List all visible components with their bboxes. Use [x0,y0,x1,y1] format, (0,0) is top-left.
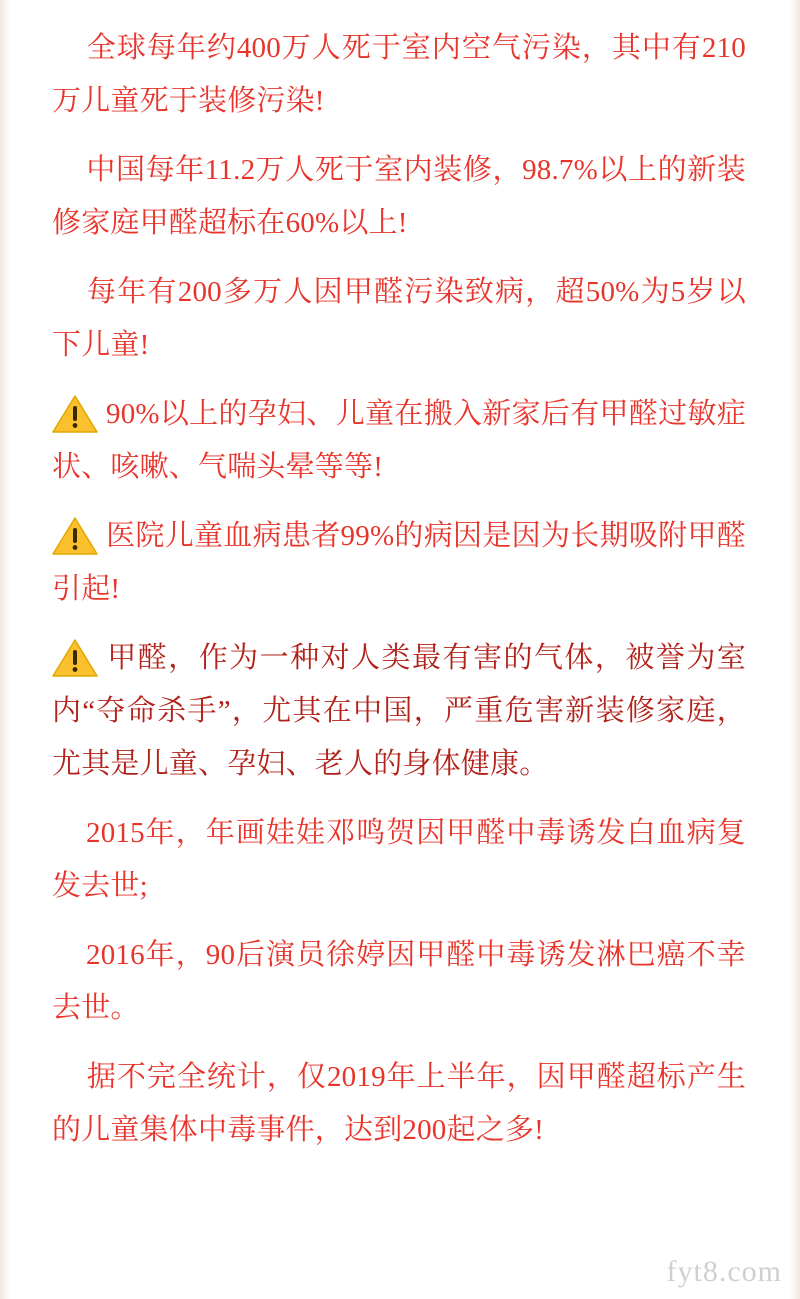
paragraph-5 [52,510,746,616]
paragraph-9 [52,1051,746,1157]
warning-triangle-icon [52,638,98,678]
paragraph-3 [52,266,746,372]
paragraph-9-text: 据不完全统计，仅2019年上半年，因甲醛超标产生的儿童集体中毒事件，达到200起之多! [52,1061,746,1146]
paragraph-1-text: 全球每年约400万人死于室内空气污染，其中有210万儿童死于装修污染! [52,32,746,117]
paragraph-4 [52,388,746,494]
paragraph-3-text: 每年有200多万人因甲醛污染致病，超50%为5岁以下儿童! [52,276,746,361]
warning-triangle-icon [52,394,98,434]
paragraph-1 [52,22,746,128]
paragraph-2-text: 中国每年11.2万人死于室内装修，98.7%以上的新装修家庭甲醛超标在60%以上! [52,154,746,239]
paragraph-6-text: 甲醛，作为一种对人类最有害的气体，被誉为室内“夺命杀手”，尤其在中国，严重危害新装修家庭，尤其是儿童、孕妇、老人的身体健康。 [52,642,746,780]
paragraph-2 [52,144,746,250]
paragraph-5-text: 医院儿童血病患者99%的病因是因为长期吸附甲醛引起! [52,520,746,605]
paragraph-7-text: 2015年，年画娃娃邓鸣贺因甲醛中毒诱发白血病复发去世; [52,817,746,902]
warning-triangle-icon [52,516,98,556]
watermark: fyt8.com [666,1255,782,1288]
paragraph-4-text: 90%以上的孕妇、儿童在搬入新家后有甲醛过敏症状、咳嗽、气喘头晕等等! [52,398,746,483]
paragraph-8 [52,929,746,1035]
paragraph-7 [52,807,746,913]
paragraph-8-text: 2016年，90后演员徐婷因甲醛中毒诱发淋巴癌不幸去世。 [52,939,746,1024]
paragraph-6 [52,632,746,791]
